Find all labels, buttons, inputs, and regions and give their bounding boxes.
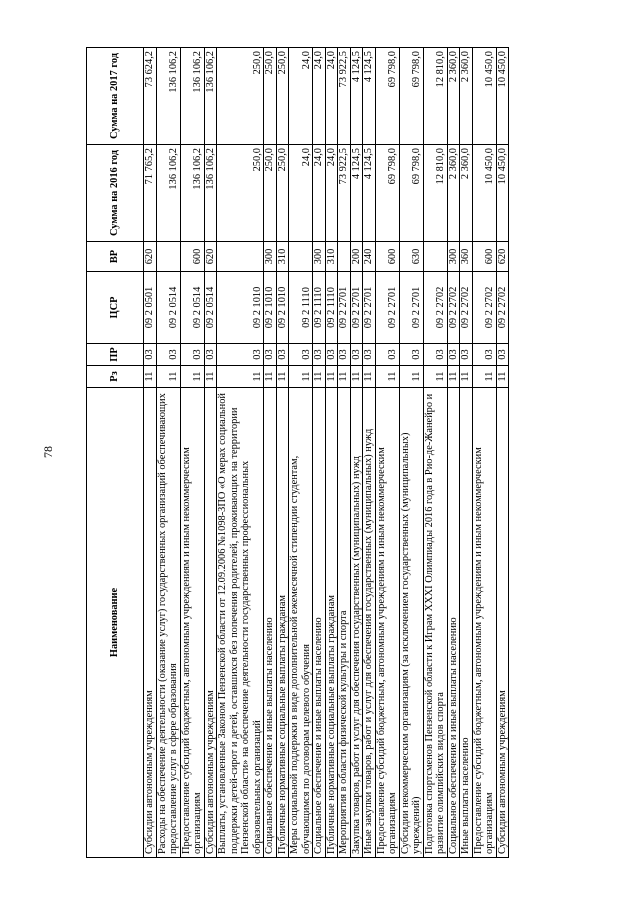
cell-rz: 11 — [423, 366, 447, 388]
cell-pr: 03 — [496, 344, 509, 366]
cell-rz: 11 — [472, 366, 496, 388]
cell-csr: 09 2 2701 — [399, 272, 423, 344]
cell-csr: 09 2 0514 — [204, 272, 217, 344]
table-row — [180, 48, 204, 858]
cell-pr: 03 — [325, 344, 338, 366]
cell-pr: 03 — [423, 344, 447, 366]
cell-vr — [289, 242, 313, 272]
cell-csr: 09 2 0501 — [144, 272, 157, 344]
cell-sum-2016: 69 798,0 — [375, 145, 399, 242]
table-row — [363, 48, 376, 858]
cell-sum-2016: 136 106,2 — [204, 145, 217, 242]
cell-sum-2017: 2 360,0 — [460, 48, 473, 145]
cell-rz: 11 — [144, 366, 157, 388]
header-sum-2016: Сумма на 2016 год — [87, 145, 144, 242]
cell-rz: 11 — [180, 366, 204, 388]
table-row — [460, 48, 473, 858]
cell-csr: 09 2 0514 — [156, 272, 180, 344]
table-row — [399, 48, 423, 858]
cell-rz: 11 — [289, 366, 313, 388]
cell-sum-2016: 73 922,5 — [338, 145, 351, 242]
cell-name: Социальное обеспечение и иные выплаты населению — [447, 388, 460, 858]
table-row — [423, 48, 447, 858]
cell-csr: 09 2 2701 — [363, 272, 376, 344]
header-vr: ВР — [87, 242, 144, 272]
cell-sum-2017: 136 106,2 — [180, 48, 204, 145]
table-row — [375, 48, 399, 858]
cell-rz: 11 — [363, 366, 376, 388]
cell-vr — [338, 242, 351, 272]
cell-pr: 03 — [217, 344, 264, 366]
cell-sum-2017: 250,0 — [276, 48, 289, 145]
cell-sum-2017: 250,0 — [217, 48, 264, 145]
cell-sum-2017: 12 810,0 — [423, 48, 447, 145]
cell-rz: 11 — [399, 366, 423, 388]
cell-rz: 11 — [217, 366, 264, 388]
cell-sum-2016: 250,0 — [276, 145, 289, 242]
cell-name: Предоставление субсидий бюджетным, автономным учреждениям и иным некоммерческим организациям — [180, 388, 204, 858]
cell-vr — [217, 242, 264, 272]
cell-vr: 600 — [472, 242, 496, 272]
cell-csr: 09 2 2701 — [375, 272, 399, 344]
cell-name: Мероприятия в области физической культуры и спорта — [338, 388, 351, 858]
cell-name: Иные выплаты населению — [460, 388, 473, 858]
cell-sum-2016: 69 798,0 — [399, 145, 423, 242]
table-row — [496, 48, 509, 858]
cell-sum-2016: 10 450,0 — [496, 145, 509, 242]
table-row — [472, 48, 496, 858]
cell-rz: 11 — [496, 366, 509, 388]
cell-csr: 09 2 2702 — [447, 272, 460, 344]
table-row — [350, 48, 363, 858]
cell-sum-2017: 2 360,0 — [447, 48, 460, 145]
cell-name: Иные закупки товаров, работ и услуг для обеспечения государственных (муниципальных) нужд — [363, 388, 376, 858]
cell-vr: 630 — [399, 242, 423, 272]
cell-name: Закупка товаров, работ и услуг для обеспечения государственных (муниципальных) нужд — [350, 388, 363, 858]
table-row — [144, 48, 157, 858]
cell-pr: 03 — [363, 344, 376, 366]
table-row — [338, 48, 351, 858]
cell-name: Расходы на обеспечение деятельности (оказание услуг) государственных организаций обеспечивающих предоставление услуг в сфере образования — [156, 388, 180, 858]
cell-sum-2017: 24,0 — [289, 48, 313, 145]
cell-csr: 09 2 1110 — [325, 272, 338, 344]
cell-vr — [423, 242, 447, 272]
cell-name: Публичные нормативные социальные выплаты гражданам — [276, 388, 289, 858]
cell-pr: 03 — [338, 344, 351, 366]
cell-sum-2017: 10 450,0 — [472, 48, 496, 145]
cell-sum-2017: 69 798,0 — [399, 48, 423, 145]
table-row — [217, 48, 264, 858]
cell-sum-2017: 24,0 — [313, 48, 326, 145]
cell-sum-2016: 4 124,5 — [350, 145, 363, 242]
cell-sum-2016: 12 810,0 — [423, 145, 447, 242]
cell-name: Предоставление субсидий бюджетным, автономным учреждениям и иным некоммерческим организациям — [472, 388, 496, 858]
header-pr: ПР — [87, 344, 144, 366]
header-rz: Рз — [87, 366, 144, 388]
header-row — [87, 48, 144, 858]
cell-csr: 09 2 1010 — [217, 272, 264, 344]
cell-sum-2016: 24,0 — [289, 145, 313, 242]
cell-pr: 03 — [350, 344, 363, 366]
cell-csr: 09 2 2702 — [423, 272, 447, 344]
header-name: Наименование — [87, 388, 144, 858]
cell-name: Подготовка спортсменов Пензенской области к Играм XXXI Олимпиады 2016 года в Рио-де-Жанейро и развитие олимпийских видов спорта — [423, 388, 447, 858]
cell-rz: 11 — [350, 366, 363, 388]
table-row — [156, 48, 180, 858]
cell-sum-2016: 250,0 — [264, 145, 277, 242]
cell-sum-2017: 136 106,2 — [156, 48, 180, 145]
cell-pr: 03 — [472, 344, 496, 366]
cell-sum-2017: 73 624,2 — [144, 48, 157, 145]
page-number: 78 — [41, 446, 55, 458]
cell-vr: 300 — [264, 242, 277, 272]
cell-pr: 03 — [375, 344, 399, 366]
table-row — [264, 48, 277, 858]
table-row — [325, 48, 338, 858]
cell-csr: 09 2 0514 — [180, 272, 204, 344]
header-sum-2017: Сумма на 2017 год — [87, 48, 144, 145]
cell-sum-2016: 24,0 — [313, 145, 326, 242]
cell-csr: 09 2 2701 — [350, 272, 363, 344]
table-row — [276, 48, 289, 858]
cell-rz: 11 — [264, 366, 277, 388]
cell-pr: 03 — [313, 344, 326, 366]
cell-pr: 03 — [264, 344, 277, 366]
cell-rz: 11 — [313, 366, 326, 388]
cell-sum-2017: 10 450,0 — [496, 48, 509, 145]
cell-pr: 03 — [144, 344, 157, 366]
cell-rz: 11 — [204, 366, 217, 388]
cell-csr: 09 2 1010 — [276, 272, 289, 344]
cell-csr: 09 2 1110 — [313, 272, 326, 344]
cell-vr: 310 — [325, 242, 338, 272]
cell-name: Субсидии автономным учреждениям — [496, 388, 509, 858]
cell-csr: 09 2 1010 — [264, 272, 277, 344]
cell-csr: 09 2 2702 — [460, 272, 473, 344]
cell-name: Предоставление субсидий бюджетным, автономным учреждениям и иным некоммерческим организациям — [375, 388, 399, 858]
cell-vr — [156, 242, 180, 272]
cell-pr: 03 — [399, 344, 423, 366]
cell-name: Выплаты, установленные Законом Пензенской области от 12.09.2006 №1098-ЗПО «О мерах социальной поддержки детей-сирот и детей, оставшихся без попечения родителей, проживающих на территории Пензенской области» на обеспечение деятельности государственных профессиональных образовательных организаций — [217, 388, 264, 858]
cell-sum-2016: 4 124,5 — [363, 145, 376, 242]
cell-vr: 620 — [144, 242, 157, 272]
cell-pr: 03 — [289, 344, 313, 366]
cell-name: Публичные нормативные социальные выплаты гражданам — [325, 388, 338, 858]
cell-name: Субсидии автономным учреждениям — [144, 388, 157, 858]
cell-sum-2016: 24,0 — [325, 145, 338, 242]
table-row — [447, 48, 460, 858]
cell-csr: 09 2 2702 — [496, 272, 509, 344]
cell-sum-2017: 73 922,5 — [338, 48, 351, 145]
cell-vr: 300 — [313, 242, 326, 272]
cell-csr: 09 2 2701 — [338, 272, 351, 344]
cell-sum-2016: 2 360,0 — [447, 145, 460, 242]
cell-rz: 11 — [156, 366, 180, 388]
cell-vr: 310 — [276, 242, 289, 272]
cell-pr: 03 — [156, 344, 180, 366]
cell-rz: 11 — [375, 366, 399, 388]
cell-name: Социальное обеспечение и иные выплаты населению — [264, 388, 277, 858]
cell-sum-2017: 136 106,2 — [204, 48, 217, 145]
cell-sum-2017: 250,0 — [264, 48, 277, 145]
cell-pr: 03 — [276, 344, 289, 366]
cell-sum-2016: 2 360,0 — [460, 145, 473, 242]
cell-rz: 11 — [460, 366, 473, 388]
cell-sum-2016: 10 450,0 — [472, 145, 496, 242]
cell-sum-2016: 136 106,2 — [180, 145, 204, 242]
cell-rz: 11 — [447, 366, 460, 388]
cell-sum-2016: 250,0 — [217, 145, 264, 242]
cell-name: Социальное обеспечение и иные выплаты населению — [313, 388, 326, 858]
rotated-page — [86, 48, 576, 858]
cell-name: Субсидии автономным учреждениям — [204, 388, 217, 858]
cell-sum-2017: 4 124,5 — [350, 48, 363, 145]
table-row — [204, 48, 217, 858]
cell-sum-2017: 69 798,0 — [375, 48, 399, 145]
header-csr: ЦСР — [87, 272, 144, 344]
cell-vr: 300 — [447, 242, 460, 272]
cell-sum-2017: 4 124,5 — [363, 48, 376, 145]
cell-vr: 620 — [204, 242, 217, 272]
cell-sum-2017: 24,0 — [325, 48, 338, 145]
cell-vr: 600 — [375, 242, 399, 272]
budget-table — [86, 47, 509, 858]
cell-rz: 11 — [276, 366, 289, 388]
cell-csr: 09 2 1110 — [289, 272, 313, 344]
cell-name: Меры социальной поддержки в виде дополнительной ежемесячной стипендии студентам, обучающимся по договорам целевого обучения — [289, 388, 313, 858]
cell-vr: 620 — [496, 242, 509, 272]
cell-vr: 200 — [350, 242, 363, 272]
cell-sum-2016: 71 765,2 — [144, 145, 157, 242]
table-body — [144, 48, 509, 858]
cell-pr: 03 — [460, 344, 473, 366]
table-row — [289, 48, 313, 858]
cell-csr: 09 2 2702 — [472, 272, 496, 344]
cell-rz: 11 — [338, 366, 351, 388]
cell-sum-2016: 136 106,2 — [156, 145, 180, 242]
cell-name: Субсидии некоммерческим организациям (за исключением государственных (муниципальных) учреждений) — [399, 388, 423, 858]
cell-pr: 03 — [447, 344, 460, 366]
cell-pr: 03 — [180, 344, 204, 366]
cell-vr: 600 — [180, 242, 204, 272]
cell-vr: 240 — [363, 242, 376, 272]
cell-vr: 360 — [460, 242, 473, 272]
cell-pr: 03 — [204, 344, 217, 366]
table-row — [313, 48, 326, 858]
cell-rz: 11 — [325, 366, 338, 388]
